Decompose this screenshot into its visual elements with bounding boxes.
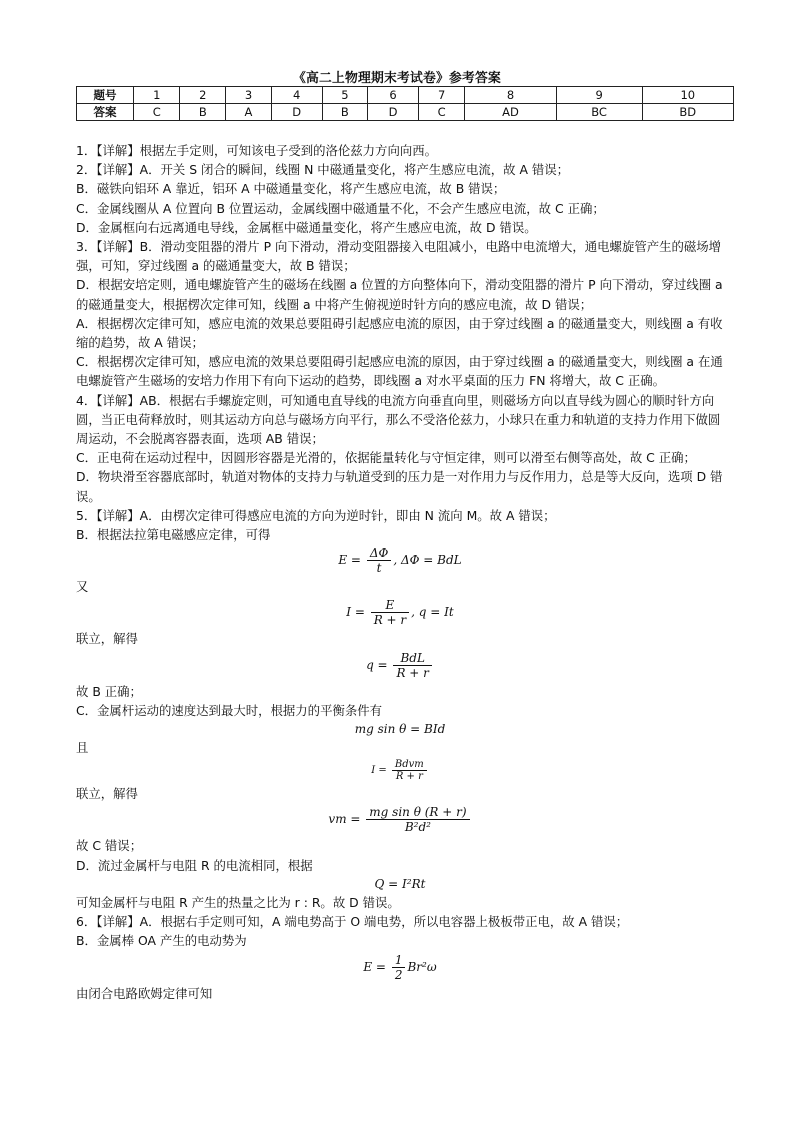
solution-line: 6．【详解】A．根据右手定则可知，A 端电势高于 O 端电势，所以电容器上极板带正电，故 A 错误； <box>76 914 629 930</box>
table-cell: 2 <box>180 87 226 104</box>
solution-paragraph: D．根据安培定则，通电螺旋管产生的磁场在线圈 a 位置的方向整体向下，滑动变阻器的滑片 P 向下滑动，穿过线圈 a 的磁通量变大，根据楞次定律可知，线圈 a 中将产生俯视逆时针方向的感应电流，故 D 错误； <box>76 277 723 312</box>
table-cell: B <box>180 104 226 121</box>
equation-lhs: E = <box>363 959 386 974</box>
denominator: R + r <box>395 771 423 783</box>
table-cell: D <box>368 104 419 121</box>
row-header-number: 题号 <box>77 87 134 104</box>
fraction <box>393 651 431 680</box>
denominator: R + r <box>373 613 407 628</box>
table-cell: 7 <box>418 87 464 104</box>
numerator: Bdvm <box>392 759 427 771</box>
table-cell: BD <box>642 104 733 121</box>
solution-paragraph: 4．【详解】AB．根据右手螺旋定则，可知通电直导线的电流方向垂直向里，则磁场方向以直导线为圆心的顺时针方向圆，当正电荷释放时，则其运动方向总与磁场方向平行，那么不受洛伦兹力，小球只在重力和轨道的支持力作用下做圆周运动，不会脱离容器表面，选项 AB 错误； <box>76 392 721 447</box>
equation-text: mg sin θ = BId <box>354 722 446 737</box>
solution-line: 且 <box>76 740 89 756</box>
equation-balance <box>76 722 724 736</box>
solution-line: B．根据法拉第电磁感应定律，可得 <box>76 527 271 543</box>
table-cell: A <box>226 104 272 121</box>
table-cell: 4 <box>271 87 322 104</box>
fraction <box>392 759 427 782</box>
equation-lhs: q = <box>366 657 388 672</box>
equation-lhs: I = <box>346 605 365 620</box>
denominator: B²d² <box>404 820 431 835</box>
numerator: 1 <box>392 953 406 968</box>
fraction <box>367 546 392 575</box>
document-title: 《高二上物理期末考试卷》参考答案 <box>293 71 501 86</box>
equation-lhs: I = <box>371 765 387 777</box>
equation-rest: , q = It <box>411 605 454 620</box>
solution-line: 可知金属杆与电阻 R 产生的热量之比为 r : R。故 D 错误。 <box>76 894 400 910</box>
solution-line: D．金属框向右远离通电导线，金属框中磁通量变化，将产生感应电流，故 D 错误。 <box>76 219 537 235</box>
solution-line: B．金属棒 OA 产生的电动势为 <box>76 933 247 949</box>
equation-lhs: vm = <box>328 812 361 827</box>
solution-line: 由闭合电路欧姆定律可知 <box>76 985 213 1001</box>
solution-line: 故 C 错误； <box>76 838 143 854</box>
solution-paragraph: C．正电荷在运动过程中，因圆形容器是光滑的，依据能量转化与守恒定律，则可以滑至右侧等高处，故 C 正确； <box>76 450 696 466</box>
numerator: ΔΦ <box>367 546 392 561</box>
solution-line: 联立，解得 <box>76 786 138 802</box>
solution-paragraph: A．根据楞次定律可知，感应电流的效果总要阻碍引起感应电流的原因，由于穿过线圈 a 的磁通量变大，则线圈 a 有收缩的趋势，故 A 错误； <box>76 315 723 351</box>
solution-paragraph: D．物块滑至容器底部时，轨道对物体的支持力与轨道受到的压力是一对作用力与反作用力，总是等大反向，选项 D 错误。 <box>76 469 723 504</box>
answer-row <box>77 104 734 121</box>
equation-emf <box>76 953 724 982</box>
table-cell: D <box>271 104 322 121</box>
answer-table <box>76 86 734 121</box>
equation-vmax <box>76 805 724 834</box>
table-cell: BC <box>556 104 642 121</box>
table-cell: 6 <box>368 87 419 104</box>
table-cell: 1 <box>134 87 180 104</box>
solution-line: 故 B 正确； <box>76 683 142 699</box>
equation-text: Q = I²Rt <box>374 876 426 891</box>
solution-line: 联立，解得 <box>76 631 138 647</box>
table-cell: 10 <box>642 87 733 104</box>
numerator: mg sin θ (R + r) <box>366 805 469 820</box>
solution-paragraph: C．根据楞次定律可知，感应电流的效果总要阻碍引起感应电流的原因，由于穿过线圈 a 的磁通量变大，则线圈 a 在通电螺旋管产生磁场的安培力作用下有向下运动的趋势，即线圈 a 对水平桌面的压力 FN 将增大，故 C 正确。 <box>76 354 723 389</box>
equation-rest: Br²ω <box>407 959 437 974</box>
table-cell: C <box>134 104 180 121</box>
table-cell: 5 <box>322 87 368 104</box>
solution-line: 5．【详解】A．由楞次定律可得感应电流的方向为逆时针，即由 N 流向 M。故 A 错误； <box>76 507 556 523</box>
fraction <box>392 953 406 982</box>
fraction <box>371 598 409 627</box>
solution-line: C．金属线圈从 A 位置向 B 位置运动，金属线圈中磁通量不化，不会产生感应电流，故 C 正确； <box>76 200 605 216</box>
solution-line: 2．【详解】A．开关 S 闭合的瞬间，线圈 N 中磁通量变化，将产生感应电流，故 A 错误； <box>76 162 570 178</box>
equation-lhs: E = <box>338 553 361 568</box>
table-cell: 8 <box>465 87 556 104</box>
table-cell: B <box>322 104 368 121</box>
solution-line: 又 <box>76 579 89 595</box>
equation-heat <box>76 877 724 891</box>
equation-current-max <box>76 759 724 782</box>
solution-line: B．磁铁向铝环 A 靠近，铝环 A 中磁通量变化，将产生感应电流，故 B 错误； <box>76 181 506 197</box>
fraction <box>366 805 469 834</box>
table-cell: AD <box>465 104 556 121</box>
equation-charge <box>76 651 724 680</box>
solution-line: D．流过金属杆与电阻 R 的电流相同，根据 <box>76 857 313 873</box>
denominator: R + r <box>396 665 429 680</box>
row-header-answer: 答案 <box>77 104 134 121</box>
equation-current <box>76 598 724 627</box>
table-cell: C <box>418 104 464 121</box>
denominator: 2 <box>394 967 403 982</box>
question-number-row <box>77 87 734 104</box>
solution-paragraph: 3．【详解】B．滑动变阻器的滑片 P 向下滑动，滑动变阻器接入电阻减小，电路中电流增大，通电螺旋管产生的磁场增强，可知，穿过线圈 a 的磁通量变大，故 B 错误； <box>76 239 722 274</box>
equation-faraday <box>76 546 724 575</box>
numerator: BdL <box>393 651 431 666</box>
numerator: E <box>371 598 409 613</box>
denominator: t <box>376 561 382 576</box>
table-cell: 3 <box>226 87 272 104</box>
solution-line: C．金属杆运动的速度达到最大时，根据力的平衡条件有 <box>76 702 383 718</box>
solution-line: 1．【详解】根据左手定则，可知该电子受到的洛伦兹力方向向西。 <box>76 143 438 158</box>
solutions-body <box>76 141 724 1003</box>
equation-rest: , ΔΦ = BdL <box>393 553 462 568</box>
table-cell: 9 <box>556 87 642 104</box>
